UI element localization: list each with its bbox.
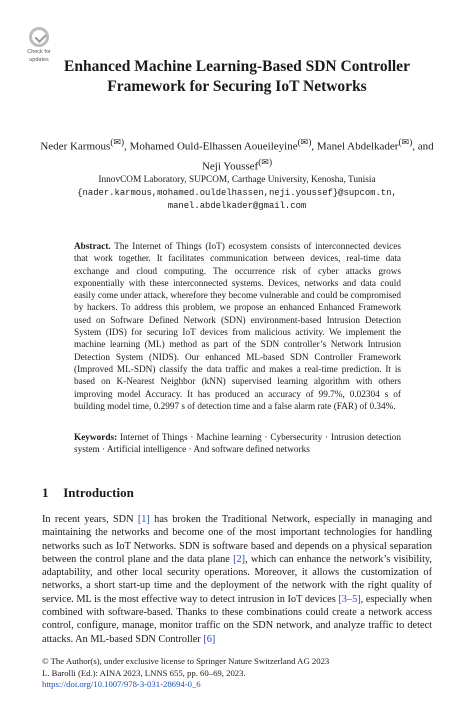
paper-title: Enhanced Machine Learning-Based SDN Controller Framework for Securing IoT Networks (64, 58, 410, 95)
author-name: Mohamed Ould-Elhassen Aoueileyine (129, 140, 298, 153)
citation-link[interactable]: [1] (137, 514, 150, 525)
badge-line2: updates (29, 57, 49, 63)
citation-link[interactable]: [6] (203, 633, 216, 645)
abstract (74, 241, 401, 413)
citation-link[interactable]: [3–5] (338, 593, 361, 605)
abstract-text: The Internet of Things (IoT) ecosystem consists of interconnected devices that work together. It facilitates communication between devices, real-time data exchange and cloud computing. The occurrence risk of cyber attacks grows exponentially with these interconnected systems. Devices, networks and data could easily come under attack, wherefore they become vulnerable and could be compromised by hackers. To address this problem, we propose an enhanced Enhanced Framework used on Software Defined Network (SDN) environment-based Intrusion Detection System (IDS) for securing IoT devices from malicious activity. We implement the machine learning (ML) method as part of the SDN controller’s Network Intrusion Detection System (NIDS). Our enhanced ML-based SDN Controller Framework (Improved ML-SDN) classify the data traffic and makes a real-time prediction. It is based on K-Nearest Neighbor (kNN) supervised learning algorithm with others improving model Accuracy. It has produced an accuracy of 99.7%, 0.02304 s of building model time, 0.2997 s of detection time and a false alarm rate (FAR) of 0.34%. (74, 242, 401, 412)
author-name: Neji Youssef (201, 160, 259, 173)
footer (42, 656, 329, 691)
affiliation-emails-1[interactable]: {nader.karmous,mohamed.ouldelhassen,neji.youssef}@supcom.tn, (77, 188, 397, 198)
intro-text: In recent years, SDN (42, 514, 138, 525)
email-icon[interactable]: (✉) (258, 156, 272, 167)
email-icon[interactable]: (✉) (110, 137, 125, 147)
author-name: Manel Abdelkader (316, 140, 399, 153)
intro-text: has broken the Traditional Network, especially in managing and maintaining the networks and become one of the most important technologies for handling networks such as IoT Networks. SDN is software based and depends on a physical separation between the control plane and the data plane (42, 514, 432, 565)
copyright-line: © The Author(s), under exclusive license to Springer Nature Switzerland AG 2023 (42, 656, 330, 666)
keywords-label: Keywords: (74, 433, 118, 443)
section-number: 1 (42, 485, 49, 500)
keywords-text: Internet of Things · Machine learning · Cybersecurity · Intrusion detection system · Artificial intelligence · And software defined networks (74, 433, 402, 456)
intro-text: , which can enhance the network’s visibility, adaptability, and other local security operations. Moreover, it allows the customization of networks, a short start-up time and the deployment of the network with the right quality of service. ML is the most effective way to detect intrusion in IoT devices (42, 553, 432, 605)
intro-text: , especially when combined with software-based. Thanks to these combinations could create a network access control, configure, manage, monitor traffic on the SDN network, and analyze traffic to detect attacks. An ML-based SDN Controller (42, 593, 432, 645)
affiliation (30, 174, 444, 213)
check-for-updates-badge[interactable] (22, 27, 56, 65)
author-separator: , (124, 140, 130, 153)
badge-line1: Check for (27, 49, 51, 55)
keywords (74, 432, 401, 457)
author-name: Neder Karmous (40, 140, 111, 153)
section-heading (42, 485, 134, 501)
section-title: Introduction (63, 485, 134, 500)
intro-paragraph (42, 513, 432, 646)
affiliation-lab: InnovCOM Laboratory, SUPCOM, Carthage University, Kenosha, Tunisia (98, 175, 376, 185)
publication-line: L. Barolli (Ed.): AINA 2023, LNNS 655, pp. 60–69, 2023. (42, 667, 246, 678)
abstract-label: Abstract. (74, 242, 111, 252)
author-list (30, 135, 444, 174)
doi-link[interactable]: https://doi.org/10.1007/978-3-031-28694-0_6 (42, 679, 201, 689)
check-updates-icon (29, 27, 49, 47)
author-separator: , (311, 140, 317, 153)
email-icon[interactable]: (✉) (297, 137, 312, 147)
affiliation-emails-2[interactable]: manel.abdelkader@gmail.com (167, 201, 307, 211)
author-separator: , and (412, 140, 434, 153)
email-icon[interactable]: (✉) (398, 137, 413, 147)
citation-link[interactable]: [2] (233, 553, 246, 565)
